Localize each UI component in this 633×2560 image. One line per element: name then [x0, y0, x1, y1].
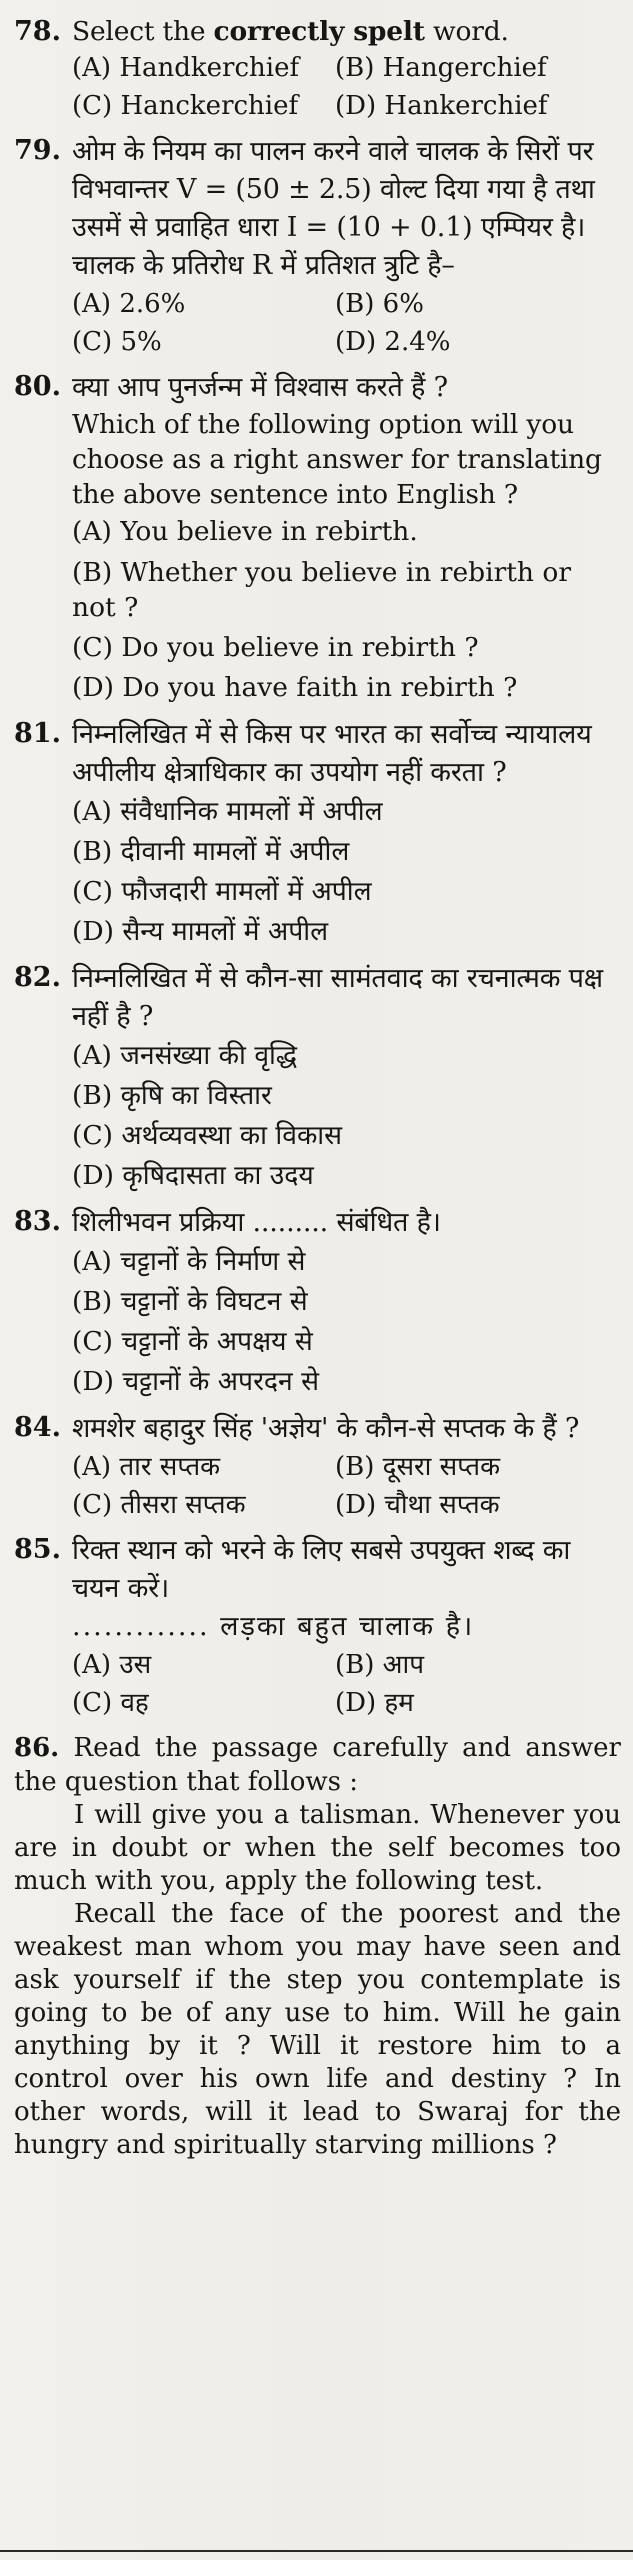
- question-stem: ओम के नियम का पालन करने वाले चालक के सिरों पर विभवान्तर V = (50 ± 2.5) वोल्ट दिया गया है तथा उसमें से प्रवाहित धारा I = (10 + 0.1) एम्पियर है। चालक के प्रतिरोध R में प्रतिशत त्रुटि है–: [72, 136, 595, 281]
- option-c[interactable]: (C) Hanckerchief: [72, 91, 299, 121]
- option-d[interactable]: (D) Hankerchief: [335, 91, 548, 121]
- question-80: [14, 369, 621, 708]
- stem-prefix: Select the: [72, 16, 214, 47]
- options: [72, 1646, 621, 1722]
- option-d[interactable]: (D) चट्टानों के अपरदन से: [72, 1366, 320, 1397]
- question-85: [14, 1532, 621, 1722]
- question-stem: रिक्त स्थान को भरने के लिए सबसे उपयुक्त शब्द का चयन करें।: [72, 1535, 571, 1604]
- question-number: 80.: [14, 371, 61, 402]
- options: [72, 792, 621, 952]
- question-83: [14, 1204, 621, 1402]
- question-stem: निम्नलिखित में से किस पर भारत का सर्वोच्च न्यायालय अपीलीय क्षेत्राधिकार का उपयोग नहीं करता ?: [72, 719, 592, 788]
- option-a[interactable]: (A) संवैधानिक मामलों में अपील: [72, 796, 383, 827]
- question-stem: शमशेर बहादुर सिंह 'अज्ञेय' के कौन-से सप्तक के हैं ?: [72, 1413, 580, 1444]
- question-stem-english: Which of the following option will you choose as a right answer for translating the above sentence into English ?: [72, 409, 602, 510]
- question-stem-hindi: क्या आप पुनर्जन्म में विश्वास करते हैं ?: [72, 372, 448, 403]
- option-b[interactable]: (B) Whether you believe in rebirth or not ?: [72, 557, 572, 623]
- option-c[interactable]: (C) Do you believe in rebirth ?: [72, 632, 479, 663]
- question-number: 84.: [14, 1412, 61, 1443]
- option-c[interactable]: (C) फौजदारी मामलों में अपील: [72, 876, 372, 907]
- option-a[interactable]: (A) चट्टानों के निर्माण से: [72, 1246, 306, 1277]
- question-78: [14, 14, 621, 125]
- question-number: 78.: [14, 16, 61, 47]
- option-b[interactable]: (B) कृषि का विस्तार: [72, 1080, 272, 1111]
- option-a[interactable]: (A) 2.6%: [72, 289, 186, 319]
- options: [72, 512, 621, 708]
- option-c[interactable]: (C) चट्टानों के अपक्षय से: [72, 1326, 313, 1357]
- question-stem: निम्नलिखित में से कौन-सा सामंतवाद का रचनात्मक पक्ष नहीं है ?: [72, 963, 603, 1032]
- options: [72, 285, 621, 361]
- passage-instruction: Read the passage carefully and answer the question that follows :: [14, 1733, 621, 1797]
- question-number: 83.: [14, 1206, 61, 1237]
- question-79: [14, 133, 621, 361]
- option-b[interactable]: (B) दीवानी मामलों में अपील: [72, 836, 350, 867]
- question-number: 86.: [14, 1733, 60, 1763]
- option-a[interactable]: (A) Handkerchief: [72, 53, 300, 83]
- option-b[interactable]: (B) आप: [335, 1650, 424, 1680]
- option-b[interactable]: (B) चट्टानों के विघटन से: [72, 1286, 308, 1317]
- option-a[interactable]: (A) तार सप्तक: [72, 1452, 221, 1482]
- option-a[interactable]: (A) जनसंख्या की वृद्धि: [72, 1040, 298, 1071]
- blank-sentence: ............. लड़का बहुत चालाक है।: [72, 1611, 475, 1642]
- option-a[interactable]: (A) उस: [72, 1650, 152, 1680]
- passage-paragraph-2: Recall the face of the poorest and the weakest man whom you may have seen and ask yourself if the step you contemplate is going to be of any use to him. Will he gain anything by it ? Will it restore him to a control over his own life and destiny ? In other words, will it lead to Swaraj for the hungry and spiritually starving millions ?: [14, 1899, 621, 2160]
- option-d[interactable]: (D) Do you have faith in rebirth ?: [72, 672, 518, 703]
- option-b[interactable]: (B) Hangerchief: [335, 53, 547, 83]
- question-81: [14, 716, 621, 952]
- question-stem: [72, 14, 621, 49]
- option-d[interactable]: (D) चौथा सप्तक: [335, 1490, 500, 1520]
- options: [72, 49, 621, 125]
- question-number: 79.: [14, 135, 61, 166]
- stem-emphasis: correctly spelt: [213, 16, 425, 47]
- option-c[interactable]: (C) 5%: [72, 327, 162, 357]
- option-c[interactable]: (C) तीसरा सप्तक: [72, 1490, 246, 1520]
- question-86: [14, 1730, 621, 2162]
- question-stem: शिलीभवन प्रक्रिया ......... संबंधित है।: [72, 1207, 441, 1238]
- question-82: [14, 960, 621, 1196]
- passage-paragraph-1: I will give you a talisman. Whenever you are in doubt or when the self becomes too much with you, apply the following test.: [14, 1800, 621, 1896]
- option-d[interactable]: (D) 2.4%: [335, 327, 451, 357]
- option-d[interactable]: (D) हम: [335, 1688, 414, 1718]
- question-number: 85.: [14, 1534, 61, 1565]
- stem-suffix: word.: [424, 16, 509, 47]
- question-84: [14, 1410, 621, 1524]
- option-b[interactable]: (B) 6%: [335, 289, 424, 319]
- options: [72, 1448, 621, 1524]
- option-c[interactable]: (C) वह: [72, 1688, 149, 1718]
- question-stem: [14, 1730, 621, 1799]
- option-d[interactable]: (D) सैन्य मामलों में अपील: [72, 916, 329, 947]
- option-a[interactable]: (A) You believe in rebirth.: [72, 516, 418, 547]
- option-b[interactable]: (B) दूसरा सप्तक: [335, 1452, 501, 1482]
- options: [72, 1036, 621, 1196]
- option-d[interactable]: (D) कृषिदासता का उदय: [72, 1160, 314, 1191]
- question-number: 82.: [14, 962, 61, 993]
- option-c[interactable]: (C) अर्थव्यवस्था का विकास: [72, 1120, 343, 1151]
- options: [72, 1242, 621, 1402]
- bottom-divider: [0, 2550, 633, 2552]
- question-number: 81.: [14, 718, 61, 749]
